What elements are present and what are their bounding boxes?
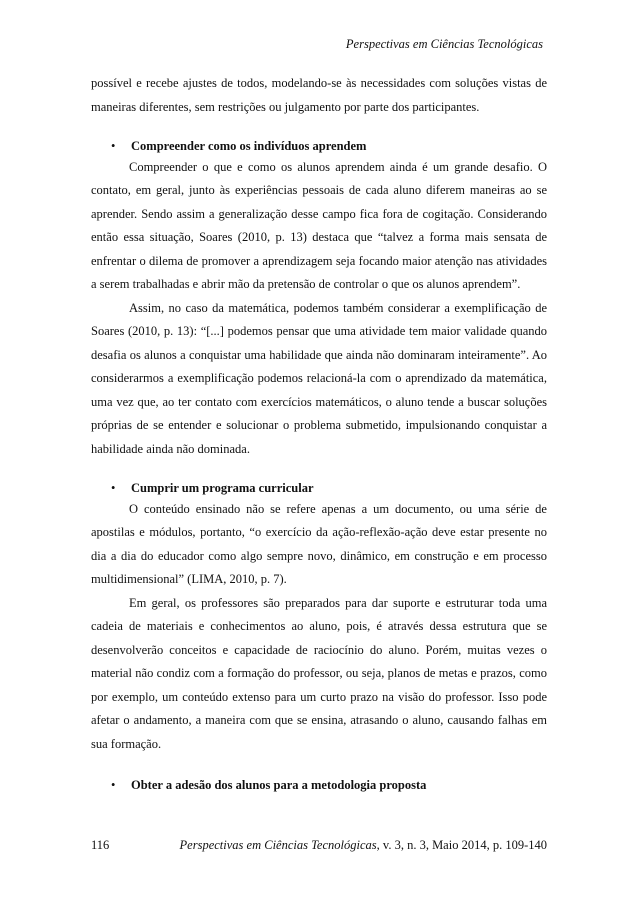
footer-journal-title: Perspectivas em Ciências Tecnológicas — [179, 838, 377, 852]
section-heading-text: Compreender como os indivíduos aprendem — [131, 139, 367, 153]
paragraph: Compreender o que e como os alunos aprendem ainda é um grande desafio. O contato, em geral, junto às experiências pessoais de cada aluno diferem maneiras ao se aprender. Sendo assim a generalização desse campo fica fora de cogitação. Considerando então essa situação, Soares (2010, p. 13) destaca que “talvez a forma mais sensata de enfrentar o dilema de promover a aprendizagem seja focando maior atenção nas atividades a serem trabalhadas e abrir mão da pretensão de controlar o que os alunos aprendem”. — [91, 159, 547, 291]
paragraph: O conteúdo ensinado não se refere apenas a um documento, ou uma série de apostilas e módulos, portanto, “o exercício da ação-reflexão-ação deve estar presente no dia a dia do educador como algo sempre novo, dinâmico, em construção e em processo multidimensional” (LIMA, 2010, p. 7). — [91, 501, 547, 586]
bullet-icon: • — [111, 778, 116, 792]
bullet-icon: • — [111, 481, 116, 495]
page-number: 116 — [91, 838, 110, 852]
section-heading-text: Obter a adesão dos alunos para a metodologia proposta — [131, 778, 427, 792]
page-content — [91, 72, 547, 795]
running-header: Perspectivas em Ciências Tecnológicas — [345, 37, 543, 51]
section-heading-compreender — [91, 135, 547, 159]
bullet-icon: • — [111, 139, 116, 153]
footer-issue-info: , v. 3, n. 3, Maio 2014, p. 109-140 — [376, 838, 547, 852]
intro-paragraph: possível e recebe ajustes de todos, modelando-se às necessidades com soluções vistas de maneiras diferentes, sem restrições ou julgamento por parte dos participantes. — [91, 76, 547, 114]
section-heading-cumprir — [91, 477, 547, 501]
section-heading-text: Cumprir um programa curricular — [131, 481, 314, 495]
paragraph: Em geral, os professores são preparados para dar suporte e estruturar toda uma cadeia de materiais e conhecimentos ao aluno, pois, é através dessa estrutura que se desenvolverão conceitos e capacidade de raciocínio do aluno. Porém, muitas vezes o material não condiz com a formação do professor, ou seja, planos de metas e prazos, como por exemplo, um conteúdo extenso para um curto prazo na visão do professor. Isso pode afetar o andamento, a maneira com que se ensina, atrasando o aluno, causando falhas em sua formação. — [91, 595, 547, 751]
section-heading-obter — [91, 774, 547, 798]
footer-citation — [180, 838, 547, 853]
paragraph: Assim, no caso da matemática, podemos também considerar a exemplificação de Soares (2010, p. 13): “[...] podemos pensar que uma atividade tem maior validade quando desafia os alunos a conquistar uma habilidade que ainda não dominaram inteiramente”. Ao considerarmos a exemplificação podemos relacioná-la com o aprendizado da matemática, uma vez que, ao ter contato com exercícios matemáticos, o aluno tende a buscar soluções próprias de se entender e solucionar o problema submetido, impulsionando conquistar a habilidade ainda não dominada. — [91, 300, 547, 456]
